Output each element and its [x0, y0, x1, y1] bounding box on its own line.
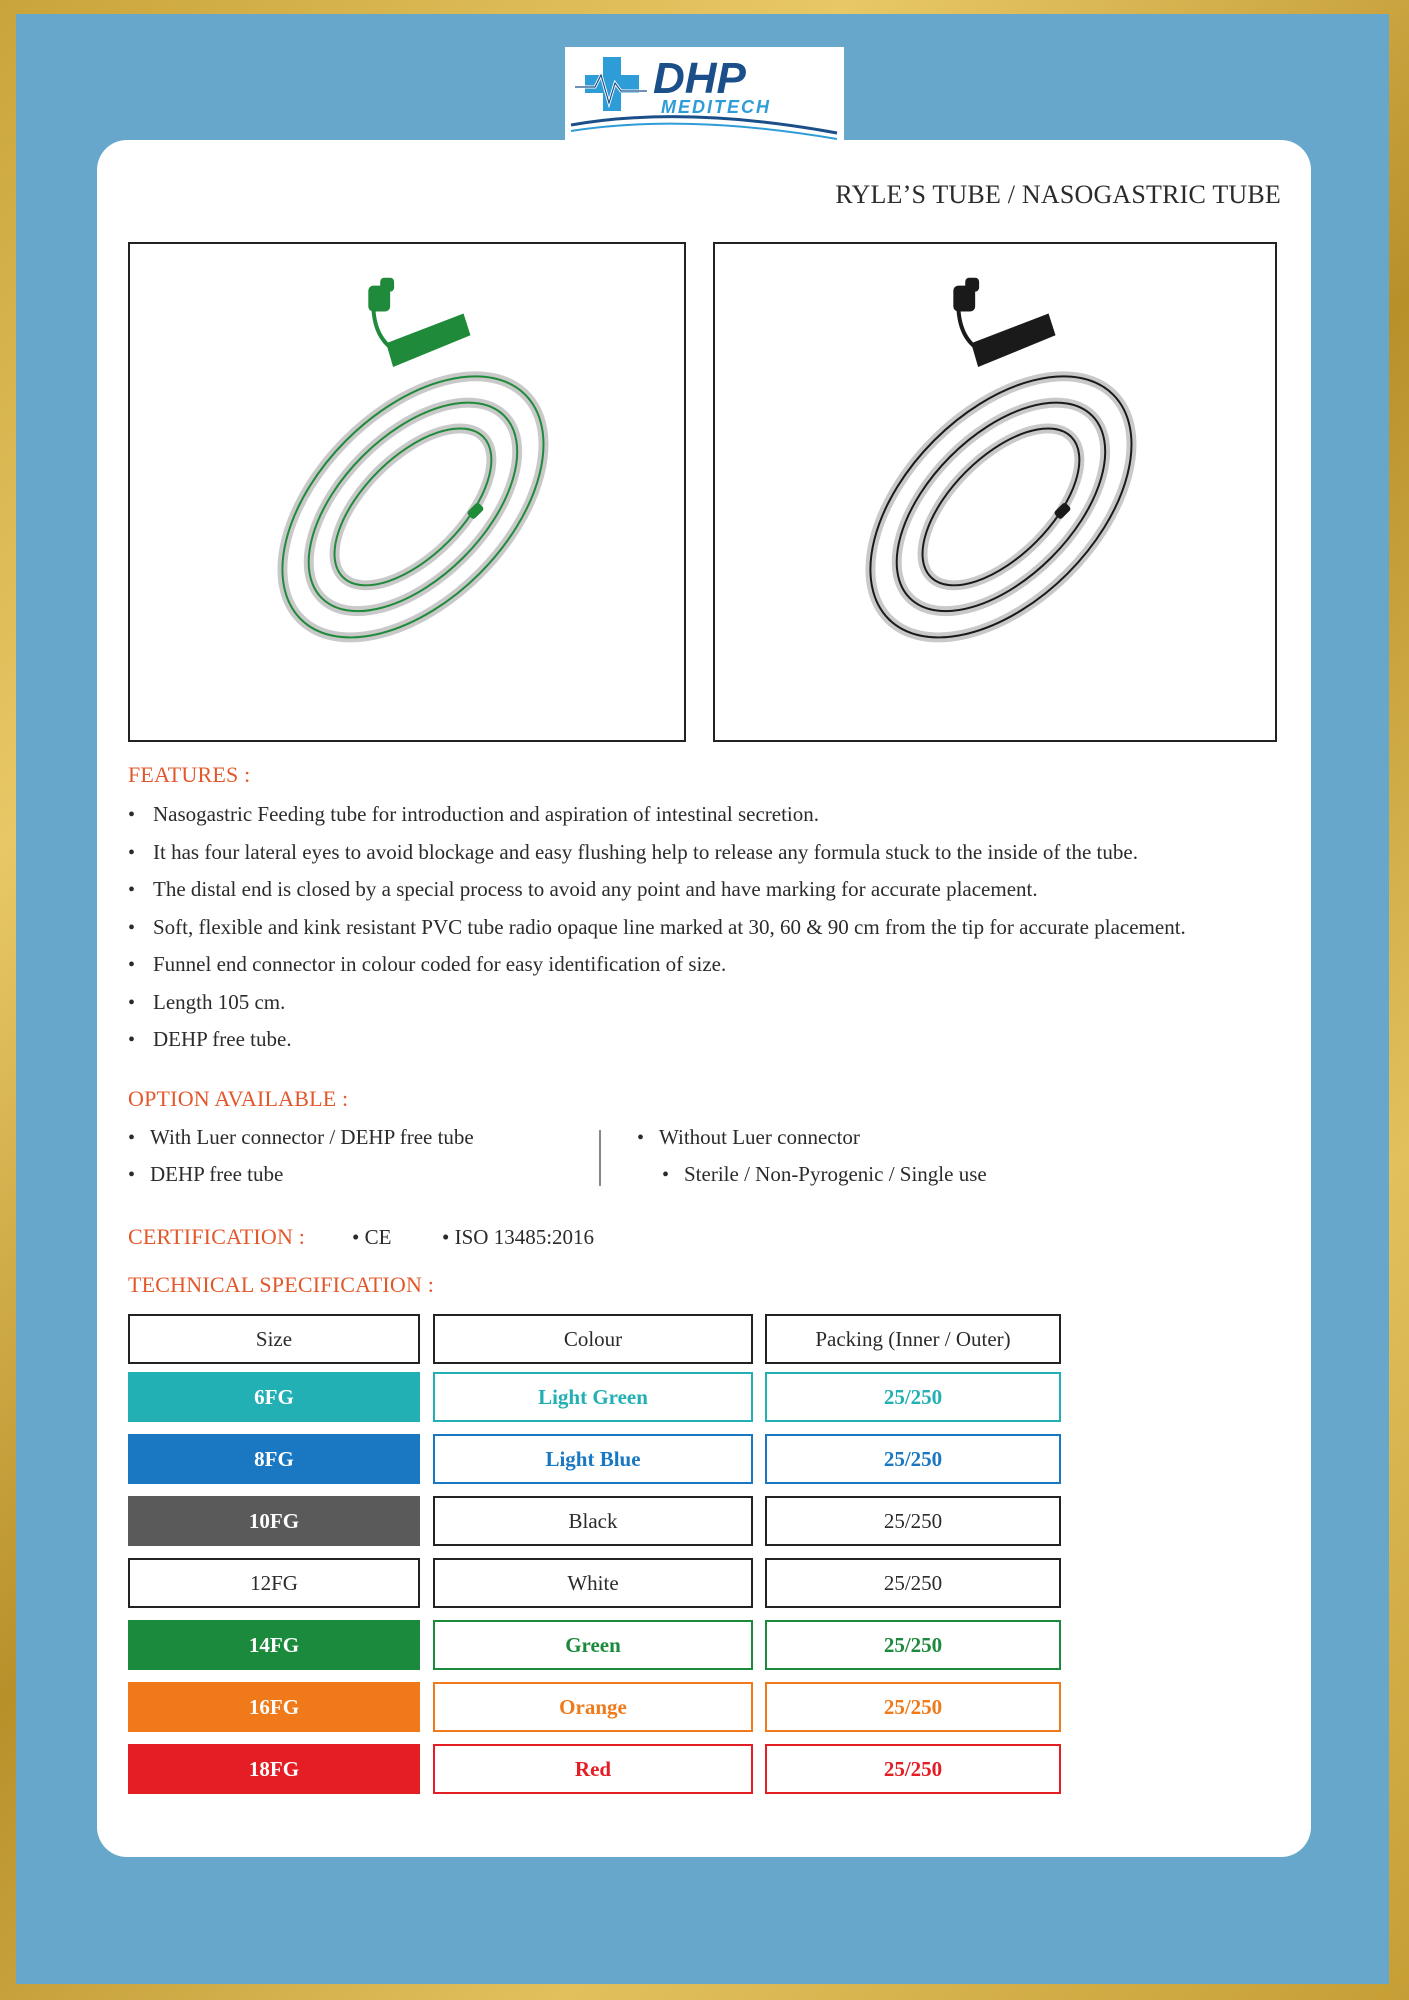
spec-packing-cell: 25/250 — [765, 1620, 1061, 1670]
options-divider — [599, 1130, 601, 1186]
spec-packing-cell: 25/250 — [765, 1434, 1061, 1484]
spec-packing-cell: 25/250 — [765, 1744, 1061, 1794]
spec-packing-cell: 25/250 — [765, 1558, 1061, 1608]
features-list — [128, 796, 1186, 1059]
option-item: • With Luer connector / DEHP free tube — [128, 1125, 474, 1150]
spec-packing-cell: 25/250 — [765, 1682, 1061, 1732]
spec-colour-cell: Light Blue — [433, 1434, 753, 1484]
product-card — [97, 140, 1311, 1857]
specification-heading: TECHNICAL SPECIFICATION : — [128, 1272, 435, 1297]
spec-colour-cell: Orange — [433, 1682, 753, 1732]
spec-colour-cell: Light Green — [433, 1372, 753, 1422]
tube-black-illustration — [715, 244, 1275, 740]
spec-size-cell: 18FG — [128, 1744, 420, 1794]
feature-item: • Soft, flexible and kink resistant PVC tube radio opaque line marked at 30, 60 & 90 cm from the tip for accurate placement. — [128, 909, 1186, 947]
option-item: • Sterile / Non-Pyrogenic / Single use — [662, 1162, 987, 1187]
product-image-black — [713, 242, 1277, 742]
spec-colour-cell: Red — [433, 1744, 753, 1794]
spec-colour-cell: Black — [433, 1496, 753, 1546]
option-item: • Without Luer connector — [637, 1125, 860, 1150]
logo-text-dhp: DHP — [653, 54, 746, 103]
feature-item: • Nasogastric Feeding tube for introduction and aspiration of intestinal secretion. — [128, 796, 1186, 834]
spec-header-cell: Packing (Inner / Outer) — [765, 1314, 1061, 1364]
spec-size-cell: 14FG — [128, 1620, 420, 1670]
spec-packing-cell: 25/250 — [765, 1372, 1061, 1422]
dhp-logo-graphic — [565, 47, 844, 141]
certification-item: • CE — [352, 1225, 392, 1249]
spec-size-cell: 6FG — [128, 1372, 420, 1422]
certification-item: • ISO 13485:2016 — [442, 1225, 595, 1249]
spec-header-cell: Size — [128, 1314, 420, 1364]
product-image-green — [128, 242, 686, 742]
company-logo — [565, 47, 844, 141]
features-heading: FEATURES : — [128, 762, 251, 787]
feature-item: • It has four lateral eyes to avoid blockage and easy flushing help to release any formula stuck to the inside of the tube. — [128, 834, 1186, 872]
spec-size-cell: 12FG — [128, 1558, 420, 1608]
tube-green-illustration — [130, 244, 684, 740]
feature-item: • Funnel end connector in colour coded for easy identification of size. — [128, 946, 1186, 984]
feature-item: • DEHP free tube. — [128, 1021, 1186, 1059]
spec-header-cell: Colour — [433, 1314, 753, 1364]
logo-text-meditech: MEDITECH — [661, 97, 771, 117]
feature-item: • Length 105 cm. — [128, 984, 1186, 1022]
spec-colour-cell: White — [433, 1558, 753, 1608]
spec-colour-cell: Green — [433, 1620, 753, 1670]
document-title: RYLE’S TUBE / NASOGASTRIC TUBE — [835, 180, 1281, 209]
feature-item: • The distal end is closed by a special process to avoid any point and have marking for accurate placement. — [128, 871, 1186, 909]
spec-size-cell: 10FG — [128, 1496, 420, 1546]
option-item: • DEHP free tube — [128, 1162, 283, 1187]
spec-size-cell: 16FG — [128, 1682, 420, 1732]
spec-packing-cell: 25/250 — [765, 1496, 1061, 1546]
options-heading: OPTION AVAILABLE : — [128, 1086, 349, 1111]
spec-size-cell: 8FG — [128, 1434, 420, 1484]
certification-heading: CERTIFICATION : — [128, 1224, 306, 1249]
